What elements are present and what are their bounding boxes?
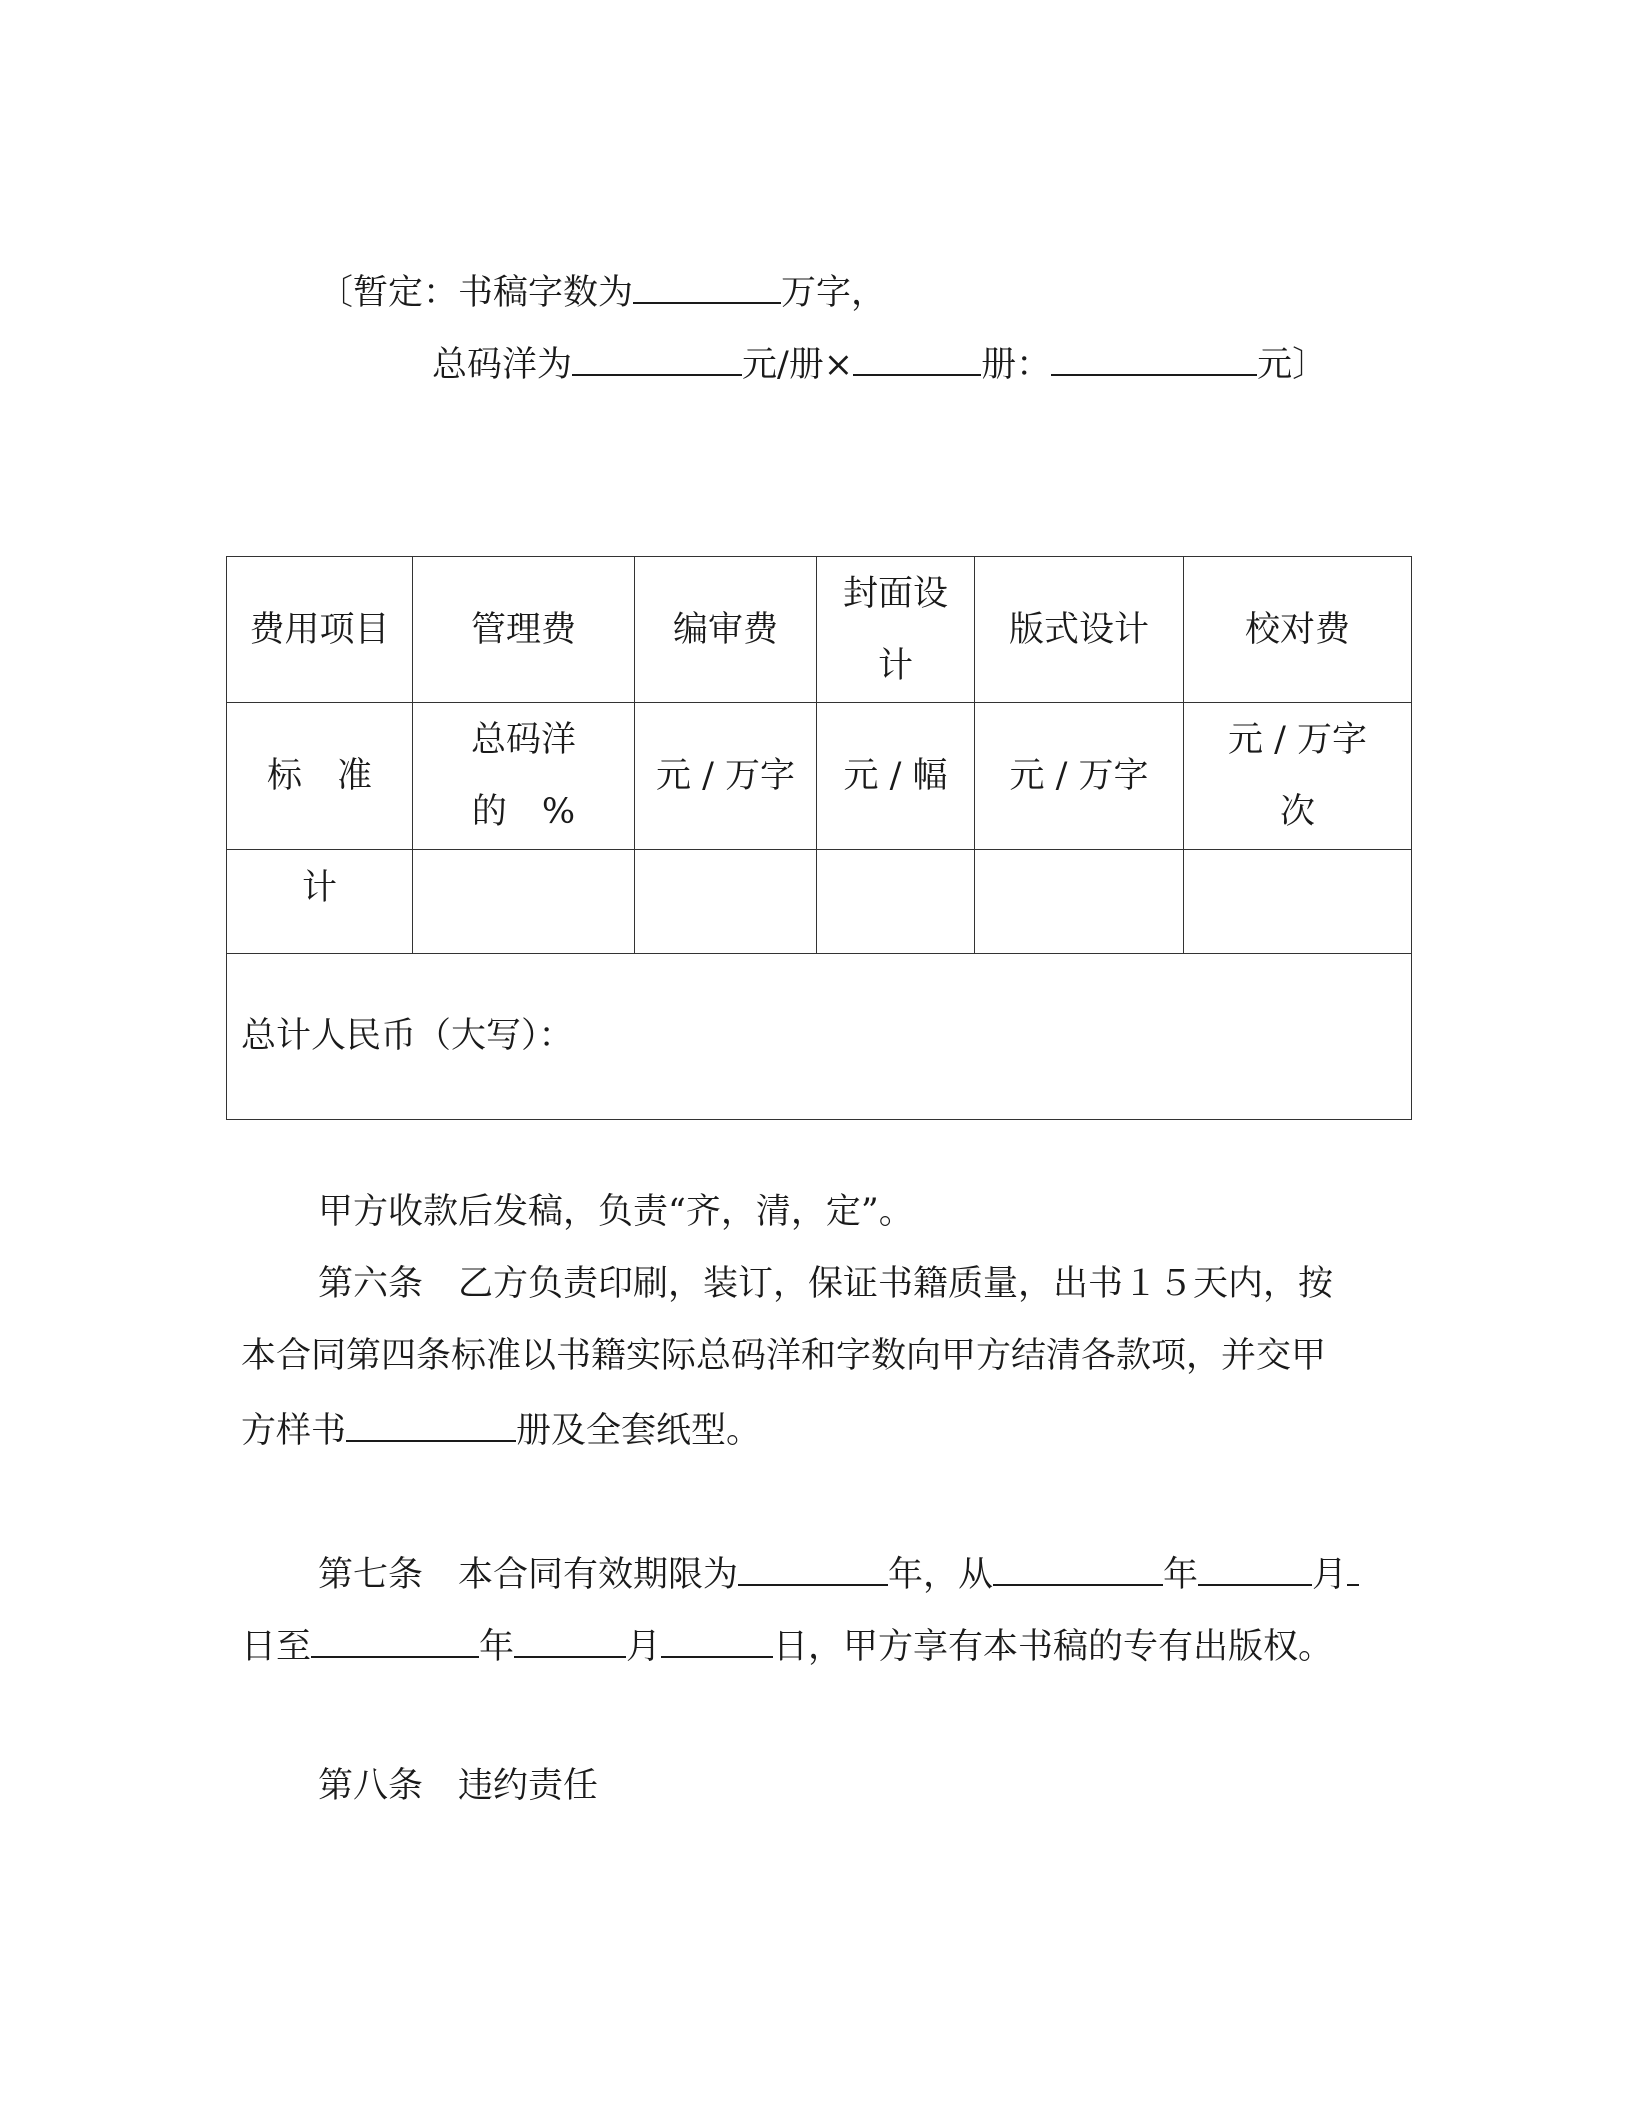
end-month-blank[interactable] [514,1622,626,1658]
article-6-line-1: 第六条 乙方负责印刷，装订，保证书籍质量，出书１５天内，按 [318,1264,1334,1304]
cover-design-line-2: 计 [877,645,913,686]
intro-line-1 [318,268,886,315]
header-fee-item: 费用项目 [227,557,413,703]
subtotal-editing-cell[interactable] [635,849,817,953]
article-7-line-1 [318,1550,1359,1597]
subtotal-layout-cell[interactable] [975,849,1184,953]
copies-unit: 册： [981,345,1052,385]
start-month-unit: 月 [1312,1555,1348,1595]
start-day-unit: 日至 [241,1627,312,1667]
article-8-heading: 第八条 违约责任 [318,1766,599,1806]
standard-management-line-2: 的 % [471,791,576,832]
standard-proofreading [1184,703,1412,849]
end-month-unit: 月 [626,1627,662,1667]
intro-word-count-label: 〔暂定：书稿字数为 [318,273,634,313]
standard-proofreading-line-1: 元 / 万字 [1227,719,1368,760]
intro-line-2 [432,340,1327,387]
sample-books-label: 方样书 [241,1411,347,1451]
start-month-blank[interactable] [1198,1550,1312,1586]
term-years-unit: 年，从 [888,1555,994,1595]
header-layout-design: 版式设计 [975,557,1184,703]
subtotal-management-cell[interactable] [413,849,635,953]
standard-layout: 元 / 万字 [975,703,1184,849]
unit-price-unit: 元/册× [742,345,854,385]
header-management-fee: 管理费 [413,557,635,703]
fee-subtotal-row [227,849,1412,953]
standard-label: 标 准 [227,703,413,849]
start-year-blank[interactable] [993,1550,1163,1586]
sample-books-blank[interactable] [346,1406,516,1442]
start-year-unit: 年 [1163,1555,1199,1595]
fee-standard-row [227,703,1412,849]
start-day-blank[interactable] [1347,1550,1359,1586]
subtotal-proofreading-cell[interactable] [1184,849,1412,953]
standard-editing: 元 / 万字 [635,703,817,849]
term-label: 第七条 本合同有效期限为 [318,1555,739,1595]
term-years-blank[interactable] [738,1550,888,1586]
end-day-blank[interactable] [661,1622,773,1658]
header-proofreading-fee: 校对费 [1184,557,1412,703]
intro-word-count-unit: 万字， [781,273,887,313]
total-price-label: 总码洋为 [432,345,573,385]
standard-management [413,703,635,849]
standard-proofreading-line-2: 次 [1279,791,1315,832]
word-count-blank[interactable] [633,268,781,304]
end-year-unit: 年 [479,1627,515,1667]
fee-total-row [227,953,1412,1119]
article-6-line-2: 本合同第四条标准以书籍实际总码洋和字数向甲方结清各款项，并交甲 [241,1336,1327,1376]
cover-design-line-1: 封面设 [842,573,948,614]
article-7-line-2 [241,1622,1333,1669]
fee-table [226,556,1412,1120]
copyright-clause: 日，甲方享有本书稿的专有出版权。 [773,1627,1334,1667]
unit-price-blank[interactable] [572,340,742,376]
total-rmb-cell[interactable] [227,953,1412,1119]
standard-management-line-1: 总码洋 [470,719,576,760]
total-price-blank[interactable] [1051,340,1257,376]
subtotal-label: 计 [227,849,413,953]
header-cover-design [817,557,975,703]
end-year-blank[interactable] [311,1622,479,1658]
header-editing-fee: 编审费 [635,557,817,703]
standard-cover: 元 / 幅 [817,703,975,849]
copies-blank[interactable] [853,340,981,376]
subtotal-cover-cell[interactable] [817,849,975,953]
sample-books-suffix: 册及全套纸型。 [516,1411,762,1451]
total-rmb-label: 总计人民币（大写）： [241,1016,574,1057]
fee-header-row [227,557,1412,703]
paragraph-payment: 甲方收款后发稿，负责“齐，清，定”。 [318,1192,914,1232]
total-price-unit: 元〕 [1257,345,1328,385]
article-6-line-3 [241,1406,761,1453]
